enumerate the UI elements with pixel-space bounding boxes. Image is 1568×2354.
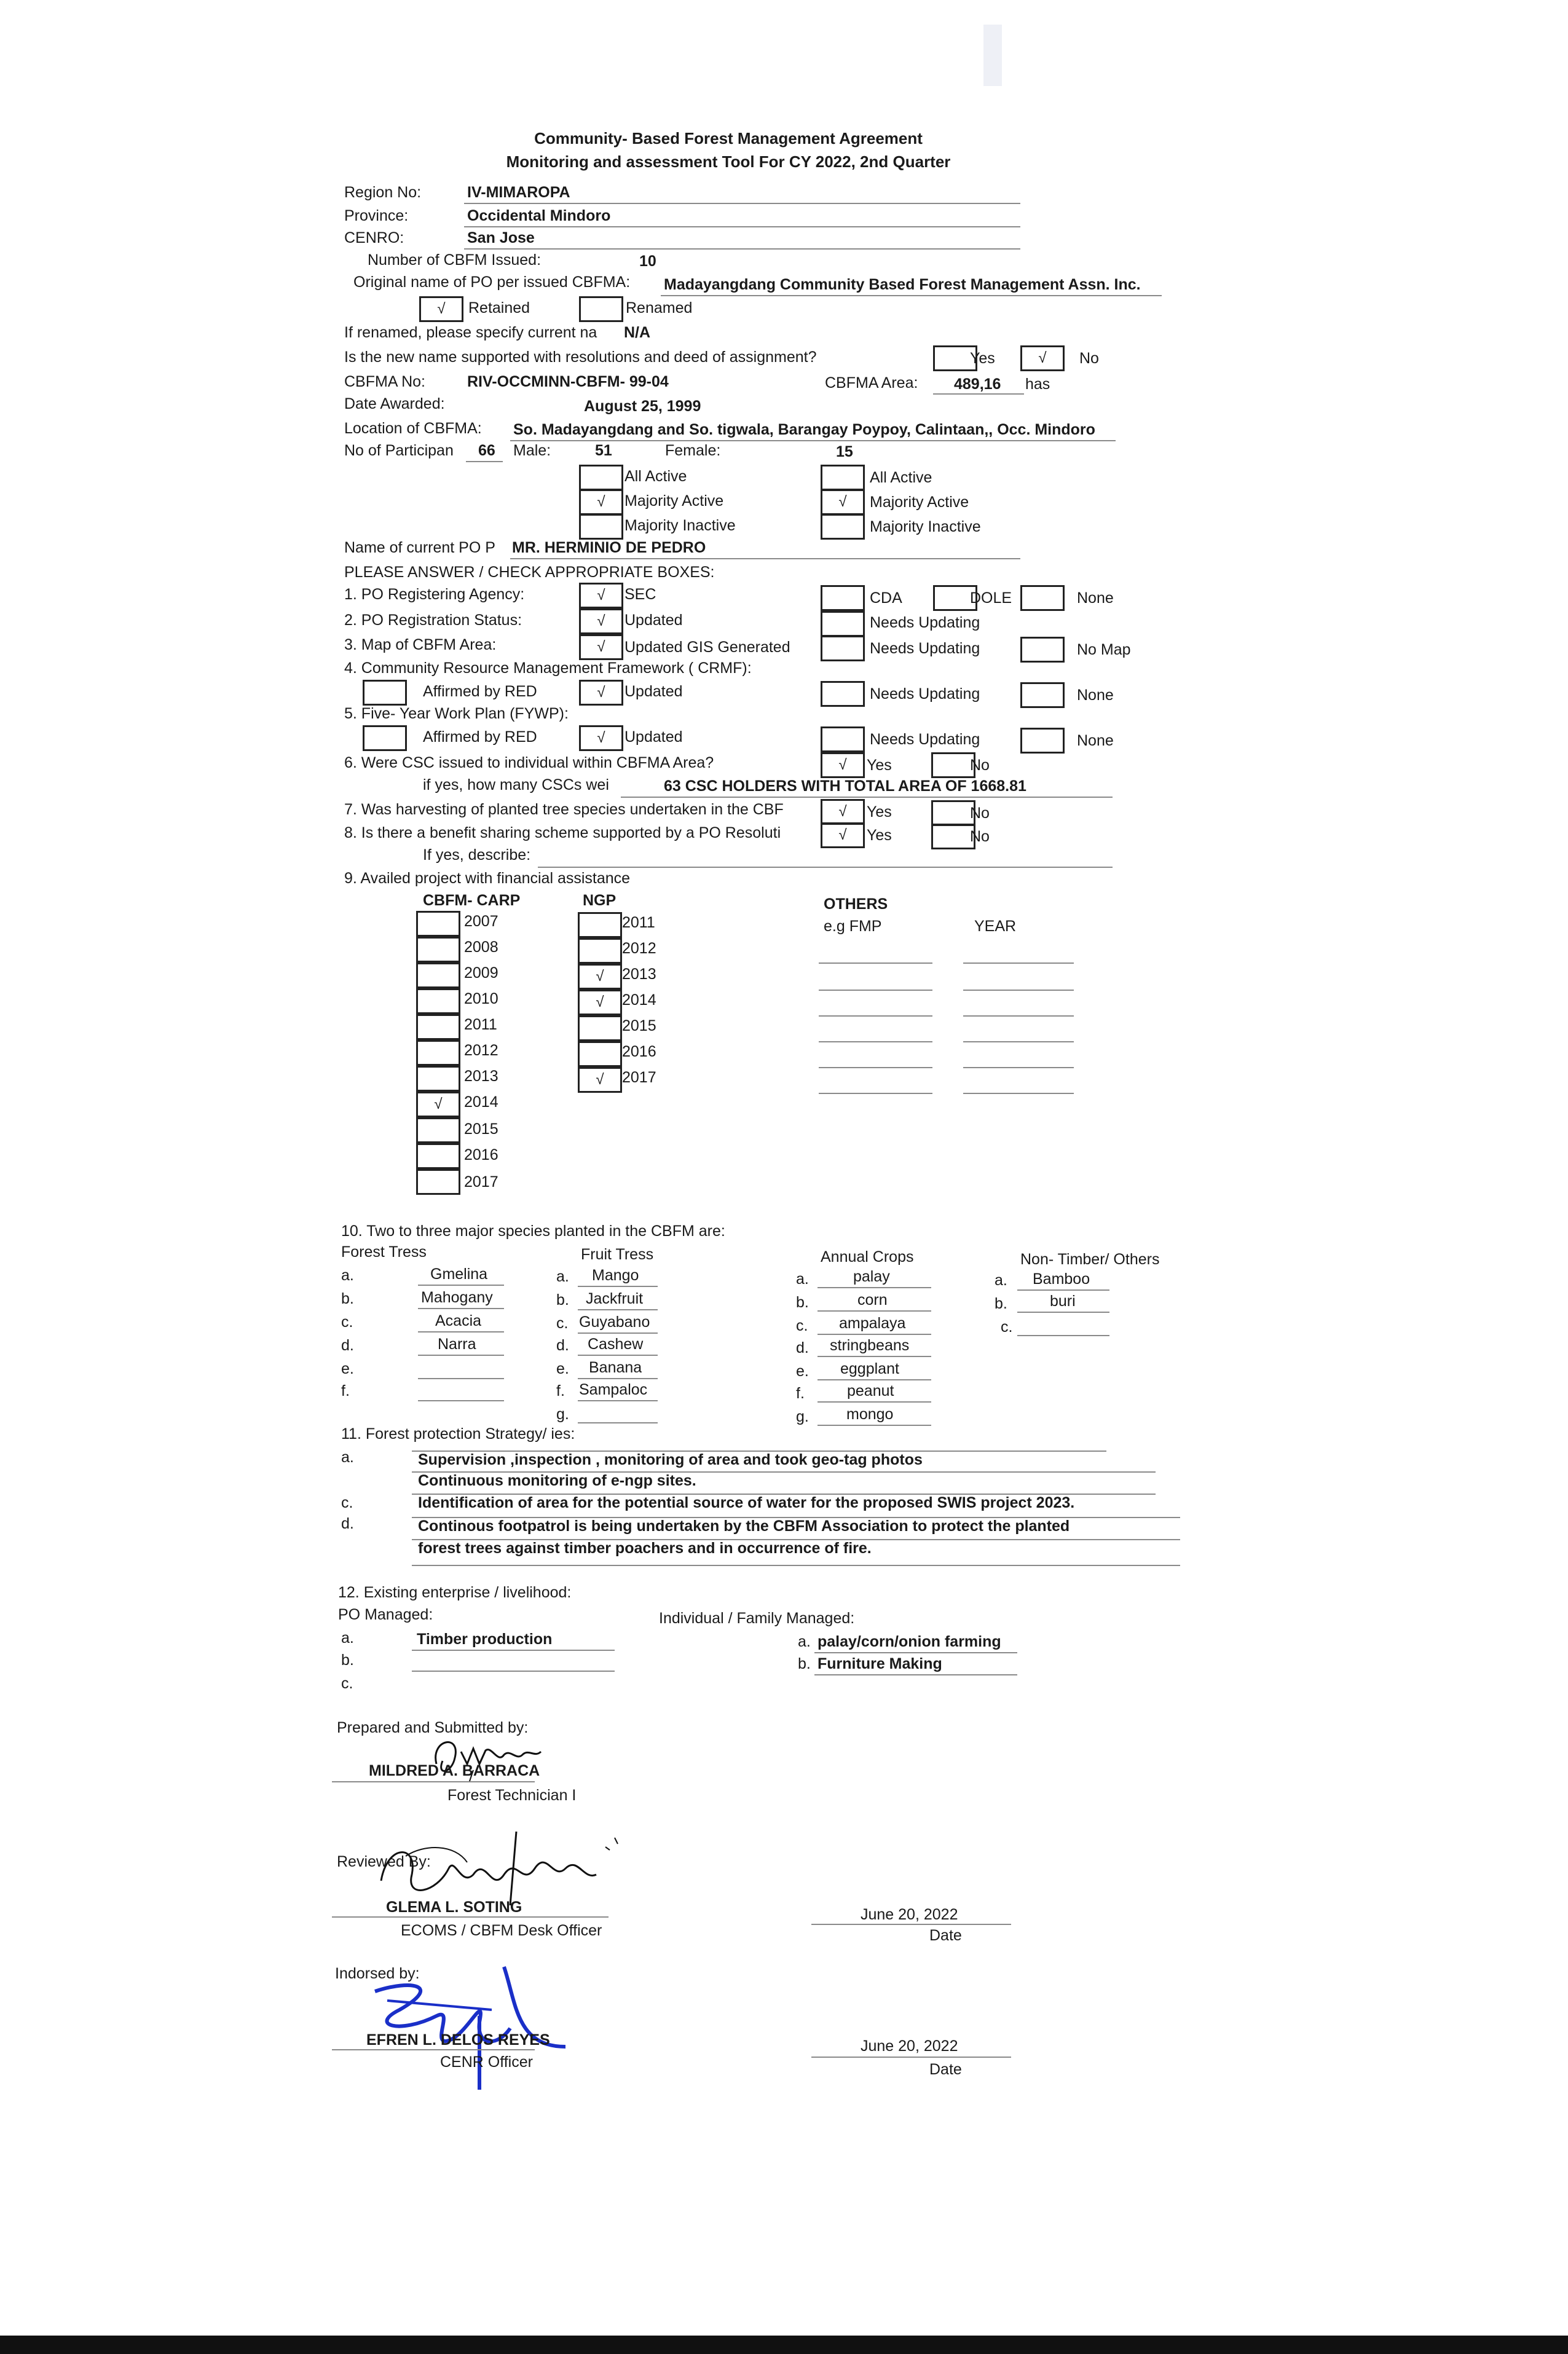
others-line <box>819 1093 932 1094</box>
area-label: CBFMA Area: <box>825 374 918 392</box>
fruit-line <box>578 1422 658 1423</box>
annual-line <box>817 1401 931 1403</box>
po-managed-title: PO Managed: <box>338 1606 433 1623</box>
renamed-value: N/A <box>624 324 651 341</box>
q3-needs-updating-label: Needs Updating <box>870 640 980 657</box>
reviewed-date-line <box>811 1924 1011 1925</box>
q3-no-map-checkbox[interactable] <box>1020 637 1065 663</box>
po-letter: c. <box>341 1675 353 1692</box>
ngp-2016-label: 2016 <box>622 1043 656 1060</box>
protection-item: Continuous monitoring of e-ngp sites. <box>418 1472 696 1489</box>
female-label: Female: <box>665 442 721 459</box>
fruit-line <box>578 1355 658 1356</box>
q3-gis-checkbox[interactable]: √ <box>579 634 623 660</box>
q6-yes-label: Yes <box>867 757 892 774</box>
prepared-label: Prepared and Submitted by: <box>337 1719 529 1736</box>
form-subtitle: Monitoring and assessment Tool For CY 2022, 2nd Quarter <box>506 152 951 171</box>
individual-line <box>814 1652 1017 1653</box>
reviewed-name: GLEMA L. SOTING <box>386 1899 522 1916</box>
carp-2013-label: 2013 <box>464 1068 498 1085</box>
annual-value: eggplant <box>840 1360 899 1377</box>
ngp-2017-label: 2017 <box>622 1069 656 1086</box>
ngp-2015-label: 2015 <box>622 1017 656 1034</box>
protection-line <box>412 1565 1180 1566</box>
ngp-2011-checkbox[interactable] <box>578 912 622 938</box>
nontimber-letter: c. <box>1001 1318 1013 1336</box>
forest-letter: d. <box>341 1337 354 1354</box>
annual-line <box>817 1287 931 1288</box>
po-item: Timber production <box>417 1631 553 1648</box>
year-title: YEAR <box>974 918 1017 935</box>
carp-2008-label: 2008 <box>464 939 498 956</box>
ngp-2015-checkbox[interactable] <box>578 1015 622 1041</box>
q4-none-label: None <box>1077 687 1114 704</box>
fruit-line <box>578 1286 658 1287</box>
date-awarded-label: Date Awarded: <box>344 395 445 412</box>
orig-name-label: Original name of PO per issued CBFMA: <box>353 274 631 291</box>
annual-letter: b. <box>796 1294 809 1311</box>
q7-no-label: No <box>970 805 990 822</box>
forest-value: Acacia <box>435 1312 482 1329</box>
prepared-name: MILDRED A. BARRACA <box>369 1762 540 1779</box>
protection-item: forest trees against timber poachers and in occurrence of fire. <box>418 1540 872 1557</box>
male-majority-active-checkbox[interactable]: √ <box>579 489 623 515</box>
enterprise-heading: 12. Existing enterprise / livelihood: <box>338 1584 572 1601</box>
carp-2014-label: 2014 <box>464 1093 498 1111</box>
protection-line <box>412 1517 1180 1518</box>
individual-managed-title: Individual / Family Managed: <box>659 1610 855 1627</box>
others-line <box>819 1041 932 1042</box>
q5-needs-updating-checkbox[interactable] <box>821 726 865 752</box>
province-value: Occidental Mindoro <box>467 207 611 224</box>
fruit-letter: e. <box>556 1360 569 1377</box>
carp-2012-label: 2012 <box>464 1042 498 1059</box>
q4-affirmed-checkbox[interactable] <box>363 680 407 706</box>
others-eg: e.g FMP <box>824 918 882 935</box>
carp-2007-label: 2007 <box>464 913 498 930</box>
annual-value: peanut <box>847 1382 894 1399</box>
annual-letter: a. <box>796 1270 809 1288</box>
fruit-line <box>578 1309 658 1310</box>
annual-line <box>817 1334 931 1335</box>
ngp-title: NGP <box>583 892 617 909</box>
reviewed-date-label: Date <box>929 1927 962 1944</box>
participants-value: 66 <box>478 442 495 459</box>
region-line <box>464 203 1020 204</box>
protection-letter: a. <box>341 1449 354 1466</box>
orig-name-line <box>661 295 1162 296</box>
q6-yes-checkbox[interactable]: √ <box>821 752 865 778</box>
carp-2015-checkbox[interactable] <box>416 1117 460 1143</box>
instructions: PLEASE ANSWER / CHECK APPROPRIATE BOXES: <box>344 564 715 581</box>
female-all-active-checkbox[interactable] <box>821 465 865 490</box>
annual-value: palay <box>853 1268 890 1285</box>
forest-line <box>418 1308 504 1309</box>
annual-value: corn <box>857 1291 888 1309</box>
protection-letter: d. <box>341 1515 354 1532</box>
issued-label: Number of CBFM Issued: <box>368 251 542 269</box>
male-all-active-label: All Active <box>624 468 687 485</box>
ngp-2013-checkbox[interactable]: √ <box>578 964 622 990</box>
q1-dole-label: DOLE <box>970 589 1012 607</box>
scan-artifact <box>983 25 1002 86</box>
protection-item: Supervision ,inspection , monitoring of area and took geo-tag photos <box>418 1451 923 1468</box>
annual-value: stringbeans <box>830 1337 910 1354</box>
individual-letter: a. <box>798 1633 811 1650</box>
annual-line <box>817 1310 931 1312</box>
carp-2015-label: 2015 <box>464 1120 498 1138</box>
ngp-2017-checkbox[interactable]: √ <box>578 1067 622 1093</box>
fruit-value: Banana <box>589 1359 642 1376</box>
q6-sub-value: 63 CSC HOLDERS WITH TOTAL AREA OF 1668.81 <box>664 777 1026 795</box>
annual-line <box>817 1425 931 1426</box>
q8-no-checkbox[interactable] <box>931 824 975 849</box>
annual-letter: c. <box>796 1317 808 1334</box>
forest-value: Mahogany <box>421 1289 493 1306</box>
individual-item: palay/corn/onion farming <box>817 1633 1001 1650</box>
carp-2016-label: 2016 <box>464 1146 498 1163</box>
protection-line <box>412 1451 1106 1452</box>
cbfm-no-label: CBFMA No: <box>344 373 425 390</box>
male-value: 51 <box>595 442 612 459</box>
q8-yes-label: Yes <box>867 827 892 844</box>
q4-label: 4. Community Resource Management Framework ( CRMF): <box>344 659 752 677</box>
indorsed-title: CENR Officer <box>440 2053 533 2071</box>
province-label: Province: <box>344 207 409 224</box>
male-majority-active-label: Majority Active <box>624 492 724 510</box>
carp-2011-checkbox[interactable] <box>416 1014 460 1040</box>
q3-gis-label: Updated GIS Generated <box>624 639 790 656</box>
others-year-line <box>963 1093 1074 1094</box>
protection-line <box>412 1539 1180 1540</box>
participants-label: No of Participan <box>344 442 454 459</box>
q1-label: 1. PO Registering Agency: <box>344 586 525 603</box>
prepared-line <box>332 1781 535 1782</box>
current-po-label: Name of current PO P <box>344 539 495 556</box>
protection-heading: 11. Forest protection Strategy/ ies: <box>341 1425 575 1443</box>
current-po-line <box>510 558 1020 559</box>
fruit-value: Jackfruit <box>586 1290 644 1307</box>
form-title: Community- Based Forest Management Agreement <box>534 129 923 148</box>
annual-title: Annual Crops <box>821 1248 914 1266</box>
q4-none-checkbox[interactable] <box>1020 682 1065 708</box>
forest-line <box>418 1400 504 1401</box>
forest-title: Forest Tress <box>341 1243 427 1261</box>
nontimber-value: buri <box>1050 1293 1076 1310</box>
annual-letter: e. <box>796 1363 809 1380</box>
others-line <box>819 990 932 991</box>
annual-value: mongo <box>846 1406 894 1423</box>
current-po-value: MR. HERMINIO DE PEDRO <box>512 539 706 556</box>
female-all-active-label: All Active <box>870 469 932 486</box>
q7-yes-checkbox[interactable]: √ <box>821 799 865 825</box>
q3-needs-updating-checkbox[interactable] <box>821 636 865 661</box>
po-letter: a. <box>341 1629 354 1647</box>
fruit-line <box>578 1400 658 1401</box>
others-year-line <box>963 1067 1074 1068</box>
indorsed-date: June 20, 2022 <box>861 2037 958 2055</box>
carp-2011-label: 2011 <box>464 1016 497 1033</box>
supported-no-label: No <box>1079 350 1099 367</box>
q8-no-label: No <box>970 828 990 845</box>
others-line <box>819 962 932 964</box>
scan-bottom-edge <box>0 2336 1568 2354</box>
nontimber-value: Bamboo <box>1033 1270 1090 1288</box>
ngp-2011-label: 2011 <box>622 914 655 931</box>
q1-none-checkbox[interactable] <box>1020 585 1065 611</box>
date-awarded-value: August 25, 1999 <box>584 398 701 415</box>
province-line <box>464 226 1020 227</box>
fruit-letter: f. <box>556 1382 565 1399</box>
q8-sub-label: If yes, describe: <box>423 846 531 864</box>
female-majority-active-label: Majority Active <box>870 494 969 511</box>
protection-item: Identification of area for the potential source of water for the proposed SWIS project 2023. <box>418 1494 1075 1511</box>
others-line <box>819 1015 932 1017</box>
nontimber-letter: a. <box>995 1272 1007 1289</box>
retained-checkbox[interactable]: √ <box>419 296 463 322</box>
ngp-2014-label: 2014 <box>622 991 656 1009</box>
others-title: OTHERS <box>824 896 888 913</box>
nontimber-title: Non- Timber/ Others <box>1020 1251 1160 1268</box>
q6-label: 6. Were CSC issued to individual within CBFMA Area? <box>344 754 714 771</box>
q5-updated-label: Updated <box>624 728 683 746</box>
orig-name-value: Madayangdang Community Based Forest Management Assn. Inc. <box>664 276 1141 293</box>
q1-none-label: None <box>1077 589 1114 607</box>
q2-updated-checkbox[interactable]: √ <box>579 608 623 634</box>
ngp-2016-checkbox[interactable] <box>578 1041 622 1067</box>
forest-letter: c. <box>341 1313 353 1331</box>
area-value: 489,16 <box>954 376 1001 393</box>
indorsed-line <box>332 2049 535 2050</box>
forest-letter: a. <box>341 1267 354 1284</box>
renamed-question: If renamed, please specify current na <box>344 324 597 341</box>
nontimber-line <box>1017 1335 1109 1336</box>
fruit-value: Cashew <box>588 1336 644 1353</box>
annual-letter: f. <box>796 1385 805 1402</box>
annual-letter: g. <box>796 1408 809 1425</box>
q9-label: 9. Availed project with financial assistance <box>344 870 631 887</box>
q7-yes-label: Yes <box>867 803 892 821</box>
others-year-line <box>963 962 1074 964</box>
male-majority-inactive-checkbox[interactable] <box>579 514 623 540</box>
forest-value: Narra <box>438 1336 476 1353</box>
reviewed-label: Reviewed By: <box>337 1853 431 1870</box>
q1-cda-checkbox[interactable] <box>821 585 865 611</box>
annual-value: ampalaya <box>839 1315 906 1332</box>
reviewed-line <box>332 1916 609 1918</box>
protection-letter: c. <box>341 1494 353 1511</box>
q7-no-checkbox[interactable] <box>931 800 975 826</box>
supported-yes-label: Yes <box>970 350 995 367</box>
carp-2013-checkbox[interactable] <box>416 1066 460 1092</box>
cenro-label: CENRO: <box>344 229 404 246</box>
nontimber-line <box>1017 1312 1109 1313</box>
forest-line <box>418 1355 504 1356</box>
indorsed-date-label: Date <box>929 2061 962 2078</box>
q3-label: 3. Map of CBFM Area: <box>344 636 497 653</box>
nontimber-letter: b. <box>995 1295 1007 1312</box>
carp-2008-checkbox[interactable] <box>416 937 460 962</box>
location-label: Location of CBFMA: <box>344 420 482 437</box>
q2-label: 2. PO Registration Status: <box>344 612 522 629</box>
q1-cda-label: CDA <box>870 589 902 607</box>
male-label: Male: <box>513 442 551 459</box>
po-letter: b. <box>341 1651 354 1669</box>
carp-2010-label: 2010 <box>464 990 498 1007</box>
q5-needs-updating-label: Needs Updating <box>870 731 980 748</box>
others-year-line <box>963 1015 1074 1017</box>
renamed-checkbox[interactable] <box>579 296 623 322</box>
cenro-line <box>464 248 1020 250</box>
q8-sub-line <box>538 867 1113 868</box>
q4-needs-updating-checkbox[interactable] <box>821 681 865 707</box>
q5-none-checkbox[interactable] <box>1020 728 1065 754</box>
others-line <box>819 1067 932 1068</box>
fruit-title: Fruit Tress <box>581 1246 654 1263</box>
protection-line <box>412 1471 1156 1473</box>
forest-line <box>418 1378 504 1379</box>
fruit-letter: g. <box>556 1406 569 1423</box>
fruit-value: Mango <box>592 1267 639 1284</box>
carp-2016-checkbox[interactable] <box>416 1143 460 1169</box>
q6-no-checkbox[interactable] <box>931 752 975 778</box>
q4-needs-updating-label: Needs Updating <box>870 685 980 703</box>
forest-line <box>418 1285 504 1286</box>
annual-letter: d. <box>796 1339 809 1356</box>
carp-2017-label: 2017 <box>464 1173 498 1191</box>
female-majority-active-checkbox[interactable]: √ <box>821 489 865 515</box>
q3-no-map-label: No Map <box>1077 641 1131 658</box>
forest-letter: e. <box>341 1360 354 1377</box>
female-majority-inactive-label: Majority Inactive <box>870 518 981 535</box>
forest-letter: b. <box>341 1290 354 1307</box>
forest-letter: f. <box>341 1382 350 1399</box>
fruit-letter: b. <box>556 1291 569 1309</box>
protection-line <box>412 1494 1156 1495</box>
prepared-title: Forest Technician I <box>447 1787 577 1804</box>
ngp-2013-label: 2013 <box>622 966 656 983</box>
po-line <box>412 1650 615 1651</box>
fruit-letter: d. <box>556 1337 569 1354</box>
species-heading: 10. Two to three major species planted in the CBFM are: <box>341 1222 725 1240</box>
carp-title: CBFM- CARP <box>423 892 521 909</box>
location-value: So. Madayangdang and So. tigwala, Barangay Poypoy, Calintaan,, Occ. Mindoro <box>513 421 1095 438</box>
individual-line <box>814 1674 1017 1675</box>
po-line <box>412 1671 615 1672</box>
q7-label: 7. Was harvesting of planted tree species undertaken in the CBF <box>344 801 784 818</box>
carp-2010-checkbox[interactable] <box>416 988 460 1014</box>
fruit-value: Guyabano <box>579 1313 650 1331</box>
fruit-letter: a. <box>556 1268 569 1285</box>
fruit-line <box>578 1378 658 1379</box>
q8-yes-checkbox[interactable]: √ <box>821 822 865 848</box>
q1-sec-label: SEC <box>624 586 656 603</box>
q4-updated-checkbox[interactable]: √ <box>579 680 623 706</box>
forest-line <box>418 1331 504 1332</box>
protection-item: Continous footpatrol is being undertaken by the CBFM Association to protect the planted <box>418 1518 1070 1535</box>
q2-needs-updating-label: Needs Updating <box>870 614 980 631</box>
female-majority-inactive-checkbox[interactable] <box>821 514 865 540</box>
q5-affirmed-label: Affirmed by RED <box>423 728 537 746</box>
area-unit: has <box>1025 376 1050 393</box>
nontimber-line <box>1017 1289 1109 1291</box>
q2-needs-updating-checkbox[interactable] <box>821 611 865 637</box>
reviewed-title: ECOMS / CBFM Desk Officer <box>401 1922 602 1939</box>
cenro-value: San Jose <box>467 229 535 246</box>
individual-item: Furniture Making <box>817 1655 942 1672</box>
female-value: 15 <box>836 443 853 460</box>
renamed-label: Renamed <box>626 299 693 317</box>
q8-label: 8. Is there a benefit sharing scheme supported by a PO Resoluti <box>344 824 781 841</box>
annual-line <box>817 1356 931 1357</box>
cbfm-no-value: RIV-OCCMINN-CBFM- 99-04 <box>467 373 669 390</box>
fruit-value: Sampaloc <box>579 1381 648 1398</box>
region-value: IV-MIMAROPA <box>467 184 570 201</box>
indorsed-date-line <box>811 2057 1011 2058</box>
male-majority-inactive-label: Majority Inactive <box>624 517 736 534</box>
q5-affirmed-checkbox[interactable] <box>363 725 407 751</box>
individual-letter: b. <box>798 1655 811 1672</box>
carp-2007-checkbox[interactable] <box>416 911 460 937</box>
others-year-line <box>963 990 1074 991</box>
carp-2009-label: 2009 <box>464 964 498 982</box>
area-line <box>933 393 1024 395</box>
q1-sec-checkbox[interactable]: √ <box>579 583 623 608</box>
indorsed-name: EFREN L. DELOS REYES <box>366 2031 550 2049</box>
carp-2014-checkbox[interactable]: √ <box>416 1092 460 1117</box>
carp-2012-checkbox[interactable] <box>416 1040 460 1066</box>
retained-label: Retained <box>468 299 530 317</box>
others-year-line <box>963 1041 1074 1042</box>
carp-2017-checkbox[interactable] <box>416 1169 460 1195</box>
q4-affirmed-label: Affirmed by RED <box>423 683 537 700</box>
q4-updated-label: Updated <box>624 683 683 700</box>
reviewed-date: June 20, 2022 <box>861 1906 958 1923</box>
supported-no-checkbox[interactable]: √ <box>1020 345 1065 371</box>
ngp-2012-label: 2012 <box>622 940 656 957</box>
q5-updated-checkbox[interactable]: √ <box>579 725 623 751</box>
region-label: Region No: <box>344 184 422 201</box>
issued-value: 10 <box>639 253 656 270</box>
indorsed-signature <box>363 1954 572 2102</box>
carp-2009-checkbox[interactable] <box>416 962 460 988</box>
supported-question: Is the new name supported with resolutions and deed of assignment? <box>344 348 817 366</box>
q6-sub-line <box>621 797 1113 798</box>
participants-line <box>466 461 503 462</box>
forest-value: Gmelina <box>430 1266 488 1283</box>
q6-no-label: No <box>970 757 990 774</box>
male-all-active-checkbox[interactable] <box>579 465 623 490</box>
q2-updated-label: Updated <box>624 612 683 629</box>
annual-line <box>817 1379 931 1380</box>
q5-none-label: None <box>1077 732 1114 749</box>
ngp-2014-checkbox[interactable]: √ <box>578 990 622 1015</box>
fruit-letter: c. <box>556 1315 569 1332</box>
fruit-line <box>578 1332 658 1334</box>
ngp-2012-checkbox[interactable] <box>578 938 622 964</box>
q6-sub-label: if yes, how many CSCs wei <box>423 776 609 793</box>
q5-label: 5. Five- Year Work Plan (FYWP): <box>344 705 569 722</box>
indorsed-label: Indorsed by: <box>335 1965 420 1982</box>
